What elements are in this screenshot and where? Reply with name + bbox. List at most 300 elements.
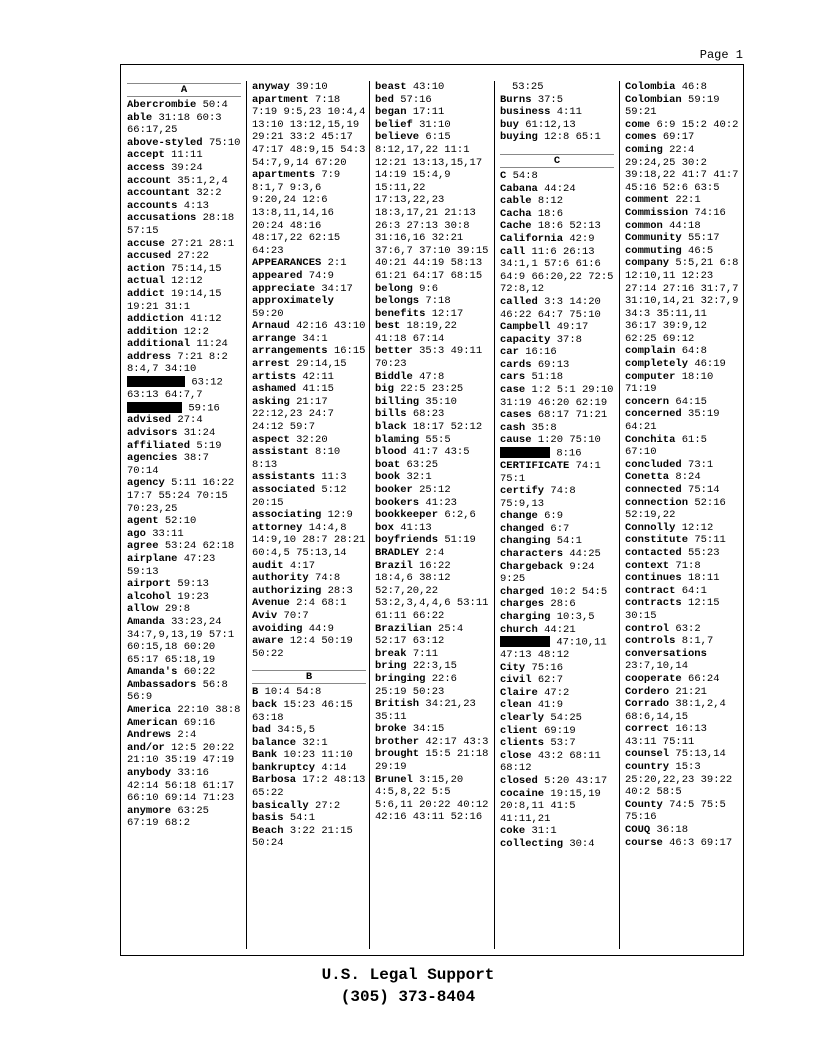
index-entry xyxy=(252,270,366,283)
index-entry xyxy=(252,800,366,813)
page-line-references: 22:5 23:25 xyxy=(400,383,464,396)
index-word: boat xyxy=(375,458,401,471)
page-line-references: 5:5,21 6:8 12:10,11 12:23 27:14 27:16 31:7,7 31:10,14,21 32:7,9 34:3 35:11,11 36:17 39:9,12 62:25 69:12 xyxy=(625,257,739,345)
index-entry xyxy=(127,603,241,616)
index-entry xyxy=(127,351,241,376)
index-entry xyxy=(375,119,489,132)
index-word: capacity xyxy=(500,333,551,346)
index-word: civil xyxy=(500,674,532,687)
index-word: able xyxy=(127,111,153,124)
page-line-references: 27:21 28:1 xyxy=(171,237,235,250)
page-line-references: 62:7 xyxy=(537,674,564,687)
index-entry xyxy=(127,427,241,440)
index-entry xyxy=(252,825,366,850)
index-entry xyxy=(500,662,614,675)
index-word: access xyxy=(127,161,165,174)
page-line-references: 32:2 xyxy=(196,187,222,200)
page-line-references: 63:25 67:19 68:2 xyxy=(127,804,209,830)
index-entry xyxy=(127,376,241,401)
index-word: charges xyxy=(500,598,545,611)
index-word: booker xyxy=(375,484,413,496)
page-line-references: 1:20 75:10 xyxy=(537,434,601,447)
page-line-references: 41:13 xyxy=(400,521,432,534)
page-line-references: 63:2 xyxy=(675,622,701,635)
page-line-references: 6:9 15:2 40:2 xyxy=(656,118,739,131)
index-entry xyxy=(252,509,366,522)
page-line-references: 41:23 xyxy=(425,496,457,509)
index-entry xyxy=(127,288,241,313)
index-entry xyxy=(500,750,614,775)
page-line-references: 44:25 xyxy=(569,548,601,561)
index-word: accounts xyxy=(127,199,178,212)
page-line-references: 69:13 xyxy=(537,358,570,371)
index-entry xyxy=(625,94,739,119)
page-line-references: 47:10,11 47:13 48:12 xyxy=(500,636,607,662)
index-word: accuse xyxy=(127,237,165,250)
index-word: concern xyxy=(625,395,670,408)
page-line-references: 47:23 59:13 xyxy=(127,552,216,578)
index-entry xyxy=(252,635,366,660)
page-line-references: 8:24 xyxy=(675,471,701,484)
page-line-references: 42:16 43:10 xyxy=(296,320,366,333)
index-word: change xyxy=(500,510,538,523)
index-word: brother xyxy=(375,735,420,748)
index-entry xyxy=(625,698,739,723)
page-line-references: 28:3 xyxy=(327,584,353,597)
index-word: complain xyxy=(625,345,676,358)
index-entry xyxy=(500,220,614,233)
index-word: cable xyxy=(500,195,532,208)
page-line-references: 35:8 xyxy=(531,421,557,434)
page-line-references: 4:14 xyxy=(321,761,347,774)
index-entry xyxy=(127,440,241,453)
index-word: affiliated xyxy=(127,439,191,452)
index-entry xyxy=(625,345,739,358)
index-entry xyxy=(375,547,489,560)
index-entry xyxy=(625,748,739,761)
page-line-references: 9:24 9:25 xyxy=(500,560,595,586)
page-line-references: 28:6 xyxy=(550,598,576,611)
index-entry xyxy=(375,471,489,484)
index-word: assistants xyxy=(252,471,316,484)
page-line-references: 8:10 8:13 xyxy=(252,446,341,471)
page-line-references: 4:11 xyxy=(556,106,582,119)
index-entry xyxy=(500,94,614,107)
page-line-references: 68:17 71:21 xyxy=(537,409,608,422)
index-entry xyxy=(375,383,489,396)
index-word: agent xyxy=(127,515,159,528)
index-word: benefits xyxy=(375,307,426,320)
index-word: accused xyxy=(127,250,172,263)
index-word: bookkeeper xyxy=(375,509,439,522)
page-line-references: 6:2,6 xyxy=(444,509,476,522)
index-entry xyxy=(500,485,614,510)
index-word: closed xyxy=(500,775,538,788)
index-word: Brazilian xyxy=(375,622,432,635)
page-line-references: 7:18 7:19 9:5,23 10:4,4 13:10 13:12,15,19 29:21 33:2 45:17 47:17 48:9,15 54:3 54:7,9,14 67:20 xyxy=(252,93,366,169)
index-entry xyxy=(625,547,739,560)
index-word: Cache xyxy=(500,220,532,233)
index-entry xyxy=(127,162,241,175)
index-entry xyxy=(500,687,614,700)
index-word: Colombian xyxy=(625,93,682,106)
footer-phone: (305) 373-8404 xyxy=(340,988,476,1006)
page-line-references: 51:18 xyxy=(531,371,564,384)
page-line-references: 18:6 52:13 xyxy=(537,220,601,233)
page-line-references: 23:7,10,14 xyxy=(625,660,689,673)
index-entry xyxy=(625,560,739,573)
index-word: course xyxy=(625,836,663,849)
index-entry xyxy=(375,283,489,296)
index-entry xyxy=(375,408,489,421)
index-entry xyxy=(375,81,489,94)
index-entry xyxy=(252,812,366,825)
index-word: boyfriends xyxy=(375,534,439,547)
index-word: buy xyxy=(500,118,519,131)
section-letter: C xyxy=(500,154,614,168)
index-entry xyxy=(127,275,241,288)
index-word: address xyxy=(127,350,172,363)
page-line-references: 55:17 xyxy=(688,232,720,245)
page-line-references: 35:3 49:11 70:23 xyxy=(375,345,483,371)
index-word: client xyxy=(500,724,538,737)
index-entry xyxy=(375,509,489,522)
index-word: APPEARANCES xyxy=(252,257,322,270)
index-column-3 xyxy=(369,81,489,949)
index-entry xyxy=(375,698,489,723)
page-line-references: 12:15 30:15 xyxy=(625,597,720,622)
index-word: Conchita xyxy=(625,433,676,446)
page-line-references: 5:11 16:22 17:7 55:24 70:15 70:23,25 xyxy=(127,477,235,515)
redaction-block xyxy=(500,636,550,647)
index-entry xyxy=(625,232,739,245)
index-word: agencies xyxy=(127,452,178,465)
page-line-references: 64:1 xyxy=(681,584,707,597)
index-word: blood xyxy=(375,446,407,459)
page-line-references: 10:4 54:8 xyxy=(264,686,322,699)
index-word: anymore xyxy=(127,804,172,817)
index-word: coke xyxy=(500,825,526,838)
index-word: attorney xyxy=(252,521,303,534)
index-entry xyxy=(625,597,739,622)
page-line-references: 2:4 68:1 xyxy=(296,597,347,610)
index-entry xyxy=(500,81,614,94)
index-entry xyxy=(500,183,614,196)
index-entry xyxy=(375,295,489,308)
index-entry xyxy=(625,723,739,748)
index-word: cocaine xyxy=(500,787,545,800)
index-word: ago xyxy=(127,527,146,540)
index-word: Cordero xyxy=(625,685,670,698)
index-word: call xyxy=(500,245,526,258)
index-entry xyxy=(127,212,241,237)
index-entry xyxy=(625,144,739,194)
page-line-references: 11:24 xyxy=(196,338,228,351)
index-entry xyxy=(500,775,614,788)
index-entry xyxy=(625,371,739,396)
page-line-references: 16:16 xyxy=(525,346,557,359)
page-line-references: 35:19 64:21 xyxy=(625,408,720,434)
index-entry xyxy=(625,396,739,409)
page-line-references: 33:11 xyxy=(152,527,184,540)
index-entry xyxy=(375,106,489,119)
page-line-references: 4:17 xyxy=(289,559,316,572)
page-line-references: 12:9 xyxy=(327,509,353,522)
index-word: Beach xyxy=(252,824,284,837)
page-line-references: 6:9 xyxy=(544,510,564,523)
page-line-references: 44:24 xyxy=(544,182,576,195)
index-entry xyxy=(625,824,739,837)
page-line-references: 46:3 69:17 xyxy=(669,836,733,849)
index-entry xyxy=(500,119,614,132)
page-line-references: 33:23,24 34:7,9,13,19 57:1 60:15,18 60:20 65:17 65:18,19 xyxy=(127,615,235,666)
index-entry xyxy=(127,250,241,263)
index-entry xyxy=(500,825,614,838)
page-line-references: 39:10 xyxy=(296,81,328,93)
page-line-references: 22:6 25:19 50:23 xyxy=(375,672,457,698)
page-line-references: 31:10 xyxy=(419,118,451,131)
index-word: changed xyxy=(500,522,545,535)
page-line-references: 42:11 xyxy=(302,370,334,383)
page-line-references: 15:3 25:20,22,23 39:22 40:2 58:5 xyxy=(625,761,733,799)
page-line-references: 12:2 xyxy=(183,325,209,338)
index-entry xyxy=(127,515,241,528)
index-entry xyxy=(252,257,366,270)
page-line-references: 11:6 26:13 34:1,1 57:6 61:6 64:9 66:20,22 72:5 72:8,12 xyxy=(500,245,614,296)
index-word: belong xyxy=(375,282,413,295)
page-line-references: 54:1 xyxy=(289,812,316,825)
page-line-references: 34:5,5 xyxy=(277,724,316,737)
page-line-references: 75:11 xyxy=(694,534,726,547)
index-word: computer xyxy=(625,370,676,383)
page-line-references: 44:21 xyxy=(544,623,576,636)
page-line-references: 2:1 xyxy=(327,257,347,270)
index-entry xyxy=(500,170,614,183)
page-line-references: 5:20 43:17 xyxy=(544,775,608,788)
index-word: cars xyxy=(500,371,526,384)
index-entry xyxy=(625,497,739,522)
index-entry xyxy=(625,119,739,132)
page-number-label: Page 1 xyxy=(699,48,743,62)
index-entry xyxy=(500,737,614,750)
index-word: concerned xyxy=(625,408,682,421)
index-word: continues xyxy=(625,572,682,585)
page-line-references: 22:3,15 xyxy=(412,660,457,673)
page-line-references: 75:10 xyxy=(208,136,241,149)
page-line-references: 4:13 xyxy=(183,199,209,212)
index-word: authorizing xyxy=(252,584,322,597)
page-line-references: 60:22 xyxy=(183,666,216,679)
index-entry xyxy=(252,333,366,346)
page-line-references: 69:17 xyxy=(662,131,695,144)
page-line-references: 71:8 xyxy=(675,559,701,572)
index-entry xyxy=(500,131,614,144)
page-line-references: 12:4 50:19 50:22 xyxy=(252,635,353,660)
redaction-block xyxy=(500,447,550,458)
index-word: advisors xyxy=(127,427,178,439)
index-word: audit xyxy=(252,559,284,572)
page-line-references: 12:5 20:22 21:10 35:19 47:19 xyxy=(127,741,235,767)
index-entry xyxy=(375,623,489,648)
index-word: controls xyxy=(625,635,676,648)
index-entry xyxy=(252,724,366,737)
index-word: completely xyxy=(625,358,689,371)
index-entry xyxy=(500,598,614,611)
index-word: basically xyxy=(252,799,309,812)
page-line-references: 63:12 63:13 64:7,7 xyxy=(127,376,223,401)
page-line-references: 75:13,14 xyxy=(675,748,726,761)
index-word: broke xyxy=(375,723,407,736)
page-line-references: 27:2 xyxy=(315,799,341,812)
page-line-references: 32:20 xyxy=(296,433,328,446)
page-line-references: 8:1,7 xyxy=(681,635,714,648)
index-entry xyxy=(252,371,366,384)
index-entry xyxy=(625,358,739,371)
index-word: action xyxy=(127,262,165,275)
index-word: church xyxy=(500,623,538,636)
page-line-references: 3:22 21:15 50:24 xyxy=(252,824,353,850)
index-entry xyxy=(127,149,241,162)
index-entry xyxy=(127,137,241,150)
index-entry xyxy=(252,686,366,699)
page-line-references: 66:24 xyxy=(688,672,720,685)
index-word: American xyxy=(127,716,178,729)
index-entry xyxy=(500,586,614,599)
index-word: aware xyxy=(252,635,284,648)
index-entry xyxy=(375,345,489,370)
index-word: actual xyxy=(127,275,165,288)
page-line-references: 34:15 xyxy=(412,723,445,736)
page-line-references: 57:16 xyxy=(400,93,432,106)
index-word: airplane xyxy=(127,552,178,565)
page-line-references: 2:4 xyxy=(177,729,197,742)
index-word: anyway xyxy=(252,81,290,93)
page-line-references: 7:9 8:1,7 9:3,6 9:20,24 12:6 13:8,11,14,16 20:24 48:16 48:17,22 62:15 64:23 xyxy=(252,169,341,257)
index-word: B xyxy=(252,686,259,699)
page-line-references: 5:19 xyxy=(196,439,222,452)
page-line-references: 43:2 68:11 68:12 xyxy=(500,749,601,775)
index-word: associated xyxy=(252,484,316,496)
page-line-references: 75:14 xyxy=(688,484,720,496)
page-line-references: 19:15,19 20:8,11 41:5 41:11,21 xyxy=(500,787,601,825)
page-line-references: 59:19 59:21 xyxy=(625,93,720,119)
index-entry xyxy=(500,788,614,826)
index-entry xyxy=(375,497,489,510)
index-entry xyxy=(500,246,614,296)
index-entry xyxy=(127,477,241,515)
page-line-references: 41:15 xyxy=(302,383,334,396)
section-letter: B xyxy=(252,670,366,684)
index-word: counsel xyxy=(625,748,670,761)
index-column-1 xyxy=(127,81,241,949)
index-entry xyxy=(127,717,241,730)
index-entry xyxy=(625,245,739,258)
index-word: belongs xyxy=(375,295,420,308)
index-word: certify xyxy=(500,485,545,498)
page-line-references: 17:2 48:13 65:22 xyxy=(252,774,366,800)
index-entry xyxy=(127,553,241,578)
index-word: basis xyxy=(252,812,284,825)
index-word: Amanda's xyxy=(127,666,178,679)
index-entry xyxy=(127,263,241,276)
page-line-references: 3:15,20 4:5,8,22 5:5 5:6,11 20:22 40:12 42:16 43:11 52:16 xyxy=(375,773,489,824)
index-word: believe xyxy=(375,131,420,144)
index-word: Aviv xyxy=(252,609,278,622)
index-word: box xyxy=(375,521,394,534)
index-word: arrest xyxy=(252,358,290,371)
index-word: blaming xyxy=(375,433,420,446)
page-line-references: 27:4 xyxy=(177,414,203,427)
index-entry xyxy=(375,748,489,773)
index-word: arrangements xyxy=(252,345,328,358)
page-line-references: 41:7 43:5 xyxy=(412,446,470,459)
section-gap xyxy=(500,144,614,152)
index-entry xyxy=(625,471,739,484)
index-word: appeared xyxy=(252,269,303,282)
index-entry xyxy=(500,296,614,321)
index-entry xyxy=(375,560,489,623)
page-line-references: 5:12 20:15 xyxy=(252,484,347,509)
page-line-references: 35:10 xyxy=(425,395,457,408)
index-word: correct xyxy=(625,723,670,736)
index-word: country xyxy=(625,761,670,774)
index-word: Ambassadors xyxy=(127,678,197,691)
page-line-references: 51:19 xyxy=(444,534,476,547)
page-line-references: 34:21,23 35:11 xyxy=(375,698,476,723)
page-line-references: 37:8 xyxy=(556,333,582,346)
page-line-references: 74:9 xyxy=(308,269,334,282)
index-word: appreciate xyxy=(252,282,316,295)
index-word: contracts xyxy=(625,597,682,610)
footer-company: U.S. Legal Support xyxy=(321,966,495,984)
index-word: accept xyxy=(127,149,165,162)
index-word: CERTIFICATE xyxy=(500,459,570,472)
index-word: avoiding xyxy=(252,622,303,635)
index-word: account xyxy=(127,174,172,187)
page-line-references: 38:7 70:14 xyxy=(127,452,209,477)
index-word: business xyxy=(500,106,551,119)
page-line-references: 10:2 54:5 xyxy=(550,585,608,598)
page-line-references: 44:9 xyxy=(308,622,334,635)
index-entry xyxy=(252,358,366,371)
index-entry xyxy=(625,408,739,433)
page-line-references: 69:16 xyxy=(183,716,216,729)
index-word: company xyxy=(625,257,670,270)
page-line-references: 31:24 xyxy=(183,427,216,439)
index-entry xyxy=(500,208,614,221)
index-entry xyxy=(500,460,614,485)
index-entry xyxy=(375,131,489,282)
index-entry xyxy=(252,585,366,598)
page-line-references: 74:1 75:1 xyxy=(500,459,601,485)
page-line-references: 22:10 38:8 xyxy=(177,704,241,717)
index-entry xyxy=(375,308,489,321)
page-line-references: 54:1 xyxy=(556,535,582,548)
index-column-2 xyxy=(246,81,366,949)
index-entry xyxy=(252,396,366,434)
page-line-references: 18:17 52:12 xyxy=(412,421,483,434)
index-entry xyxy=(127,200,241,213)
page-line-references: 12:12 xyxy=(681,521,714,534)
index-word: beast xyxy=(375,81,407,93)
index-word: bringing xyxy=(375,672,426,685)
page-line-references: 3:3 14:20 46:22 64:7 75:10 xyxy=(500,295,601,321)
index-word: clearly xyxy=(500,712,545,725)
index-word: common xyxy=(625,219,663,232)
page-line-references: 47:8 xyxy=(419,370,445,383)
index-entry xyxy=(375,736,489,749)
index-entry xyxy=(127,238,241,251)
